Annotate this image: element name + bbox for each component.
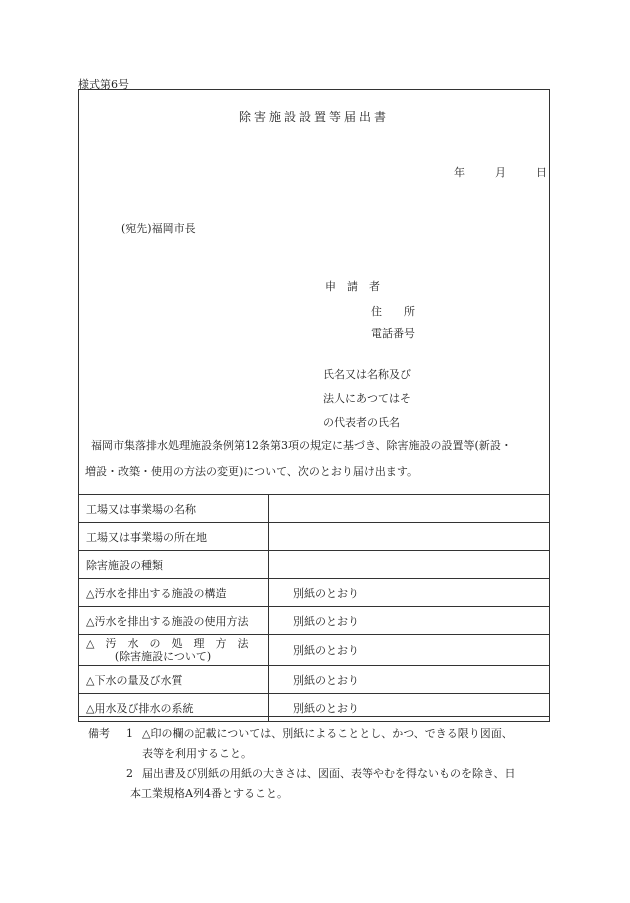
row-value: 別紙のとおり <box>269 635 550 666</box>
label-spread <box>86 501 268 517</box>
note-number: 1 <box>126 727 133 740</box>
row-label <box>79 495 269 523</box>
body-line-1: 福岡市集落排水処理施設条例第12条第3項の規定に基づき、除害施設の設置等(新設・ <box>91 439 512 452</box>
applicant-label: 申 請 者 <box>325 280 380 293</box>
row-label <box>79 523 269 551</box>
notes-heading: 備考 <box>88 727 110 740</box>
name-label-line-3: の代表者の氏名 <box>323 416 400 429</box>
label-text: 工場又は事業場の所在地 <box>86 530 207 544</box>
table-row <box>79 635 550 666</box>
row-value[interactable] <box>269 495 550 523</box>
address-label: 住 所 <box>371 305 415 318</box>
label-text: △汚水を排出する施設の構造 <box>86 586 227 600</box>
note-continuation: 表等を利用すること。 <box>142 747 252 760</box>
label-text: △下水の量及び水質 <box>86 673 183 687</box>
note-item <box>88 764 548 784</box>
table-row <box>79 523 550 551</box>
body-line-2: 増設・改築・使用の方法の変更)について、次のとおり届け出ます。 <box>85 465 418 478</box>
note-continuation: 本工業規格A列4番とすること。 <box>130 787 288 800</box>
addressee: (宛先)福岡市長 <box>121 222 196 235</box>
label-text: △ 汚 水 の 処 理 方 法 <box>86 637 249 650</box>
label-text: 工場又は事業場の名称 <box>86 502 196 516</box>
row-label <box>79 607 269 635</box>
label-subtext: (除害施設について) <box>114 650 212 663</box>
table-row <box>79 579 550 607</box>
row-label <box>79 551 269 579</box>
row-label <box>79 579 269 607</box>
label-text: 除害施設の種類 <box>86 558 163 572</box>
facility-table <box>78 494 550 722</box>
row-value[interactable] <box>269 523 550 551</box>
row-value: 別紙のとおり <box>269 694 550 722</box>
row-value: 別紙のとおり <box>269 666 550 694</box>
name-label-line-2: 法人にあつてはそ <box>323 392 411 405</box>
date-fields <box>454 164 547 180</box>
form-number: 様式第6号 <box>78 78 129 91</box>
table-row <box>79 495 550 523</box>
label-text: △汚水を排出する施設の使用方法 <box>86 614 249 628</box>
row-value[interactable] <box>269 551 550 579</box>
note-item <box>88 724 548 744</box>
note-text: 届出書及び別紙の用紙の大きさは、図面、表等やむを得ないものを除き、日 <box>142 767 516 780</box>
table-row <box>79 551 550 579</box>
row-value: 別紙のとおり <box>269 579 550 607</box>
row-label <box>79 666 269 694</box>
row-value: 別紙のとおり <box>269 607 550 635</box>
note-number: 2 <box>126 767 133 780</box>
tel-label: 電話番号 <box>371 327 415 340</box>
table-row <box>79 607 550 635</box>
label-text: △用水及び排水の系統 <box>86 701 194 715</box>
date-month: 月 <box>495 166 506 179</box>
label-two-line <box>86 637 268 663</box>
name-label-line-1: 氏名又は名称及び <box>323 368 411 381</box>
table-row <box>79 666 550 694</box>
form-frame <box>78 89 550 717</box>
form-title: 除害施設設置等届出書 <box>238 110 389 124</box>
table-row <box>79 694 550 722</box>
notes-heading-spacer <box>88 764 126 784</box>
date-year: 年 <box>454 166 465 179</box>
row-label <box>79 694 269 722</box>
note-text: △印の欄の記載については、別紙によることとし、かつ、できる限り図面、 <box>142 727 513 740</box>
date-day: 日 <box>536 166 547 179</box>
row-label <box>79 635 269 666</box>
notes <box>88 724 548 804</box>
